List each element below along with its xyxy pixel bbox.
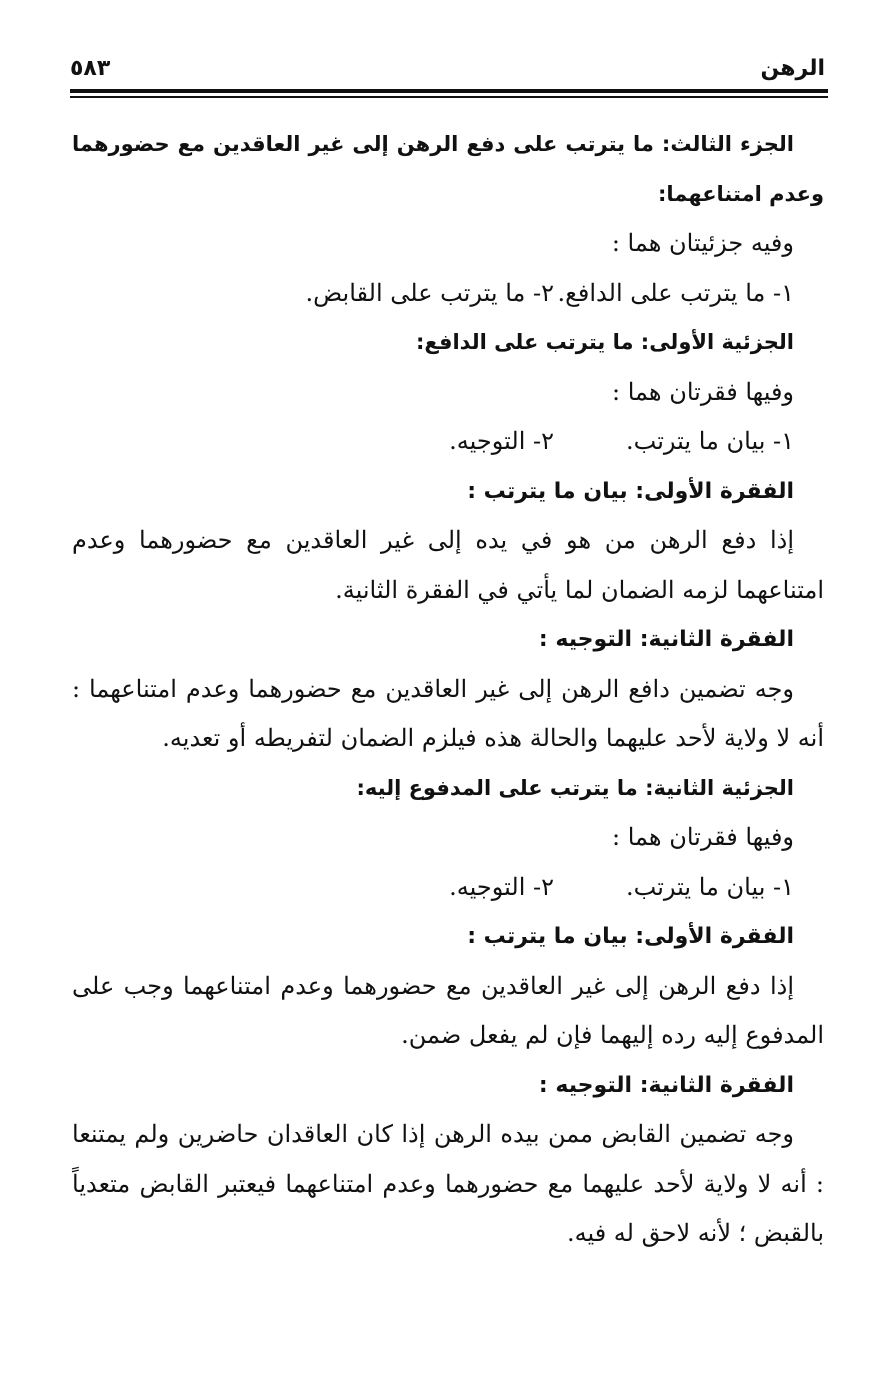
running-title: الرهن [760,56,825,81]
sub1-items [72,417,824,467]
part-title: الجزء الثالث: ما يترتب على دفع الرهن إلى غير العاقدين مع حضورهما وعدم امتناعهما: [72,132,824,206]
header-rule-thin [70,96,828,98]
sub1-title: الجزئية الأولى: ما يترتب على الدافع: [415,330,794,354]
sub1-intro: وفيها فقرتان هما : [612,377,794,406]
page-body [72,120,824,1259]
header-rule-thick [70,89,828,93]
sub2-item-1: ١- بيان ما يترتب. [626,872,794,901]
sub1-para2-title: الفقرة الثانية: التوجيه : [538,627,794,652]
sub1-para2-text: وجه تضمين دافع الرهن إلى غير العاقدين مع حضورهما وعدم امتناعهما : أنه لا ولاية لأحد عليهما والحالة هذه فيلزم الضمان لتفريطه أو تعديه. [72,674,824,752]
sub1-item-1: ١- بيان ما يترتب. [626,427,794,455]
sub2-para1-title: الفقرة الأولى: بيان ما يترتب : [467,924,794,949]
sub2-para2-title: الفقرة الثانية: التوجيه : [538,1072,794,1098]
sub2-intro: وفيها فقرتان هما : [612,823,794,851]
sub2-para1-text: إذا دفع الرهن إلى غير العاقدين مع حضورهما وعدم امتناعهما وجب على المدفوع إليه رده إليهما فإن لم يفعل ضمن. [72,971,824,1049]
sub1-para1-text: إذا دفع الرهن من هو في يده إلى غير العاقدين مع حضورهما وعدم امتناعهما لزمه الضمان لما يأتي في الفقرة الثانية. [72,526,824,604]
sub2-item-2: ٢- التوجيه. [449,872,554,901]
sub2-title: الجزئية الثانية: ما يترتب على المدفوع إليه: [356,775,794,800]
part-item-2: ٢- ما يترتب على القابض. [305,278,554,307]
sub1-item-2: ٢- التوجيه. [449,427,554,455]
page-number: ٥٨٣ [70,56,111,81]
sub2-para2-text: وجه تضمين القابض ممن بيده الرهن إذا كان العاقدان حاضرين ولم يمتنعا : أنه لا ولاية لأحد عليهما مع حضورهما وعدم امتناعهما فيعتبر القابض متعدياً بالقبض ؛ لأنه لاحق له فيه. [72,1120,824,1247]
part-items [72,269,824,319]
part-intro: وفيه جزئيتان هما : [611,229,794,257]
page-header [70,56,825,86]
sub1-para1-title: الفقرة الأولى: بيان ما يترتب : [467,478,794,504]
part-item-1: ١- ما يترتب على الدافع. [557,278,794,307]
sub2-items [72,863,824,913]
